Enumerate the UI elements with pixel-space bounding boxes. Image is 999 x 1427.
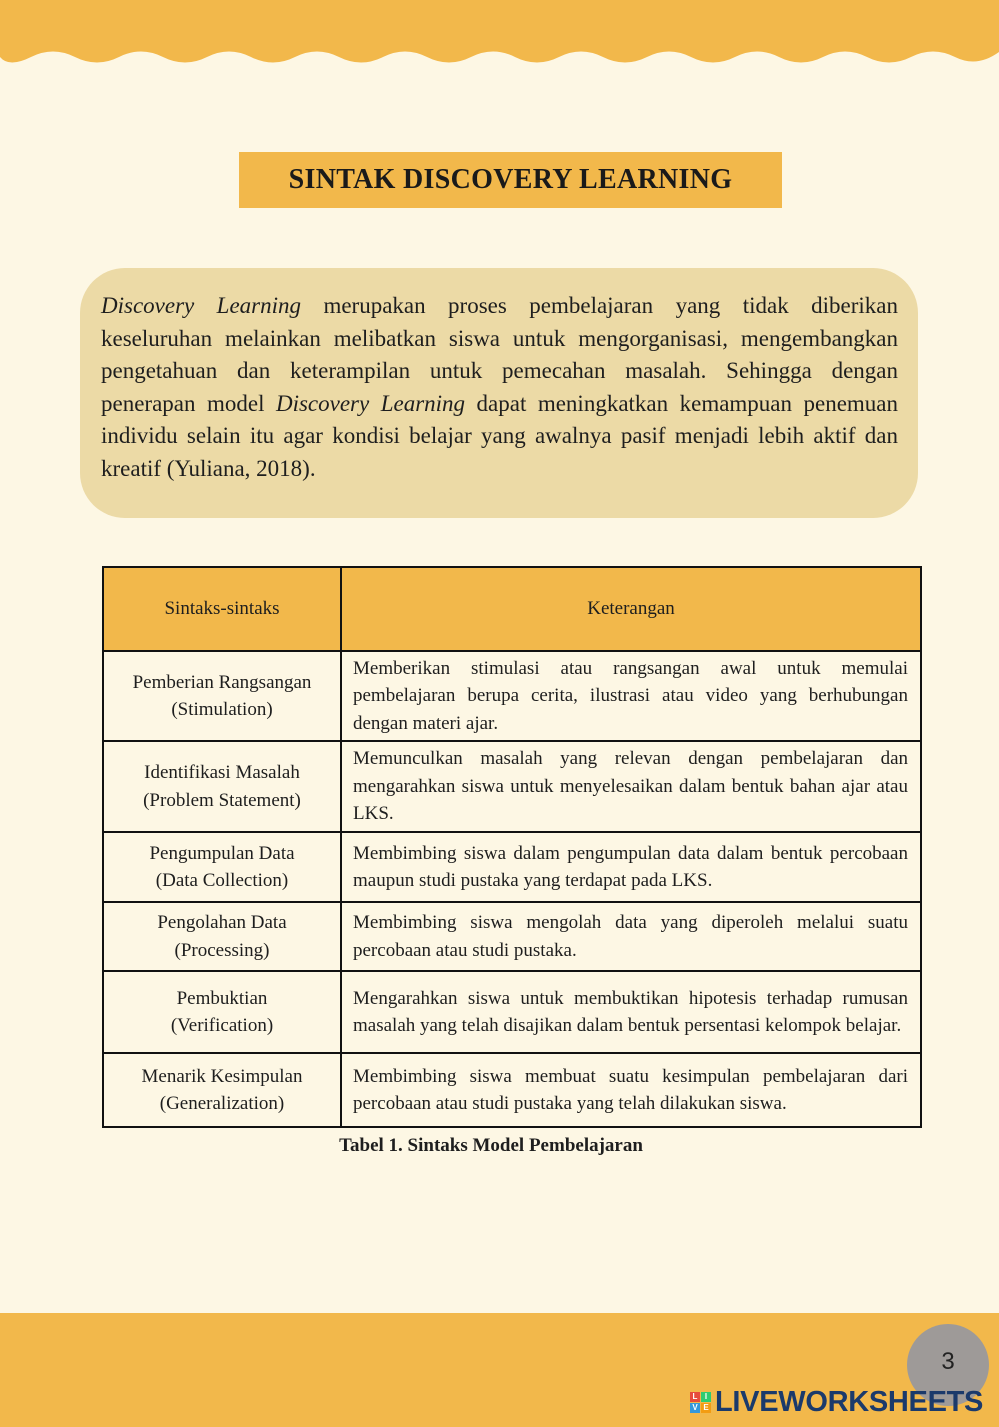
intro-term-1: Discovery Learning [101,293,302,318]
description-cell: Membimbing siswa mengolah data yang diperoleh melalui suatu percobaan atau studi pustaka. [341,902,921,971]
syntax-english: (Generalization) [159,1093,285,1114]
syntax-name: Pembuktian [176,987,268,1009]
table-row [103,1053,921,1127]
description-cell: Mengarahkan siswa untuk membuktikan hipotesis terhadap rumusan masalah yang telah disajikan dalam bentuk persentasi kelompok belajar. [341,971,921,1053]
table-header-row [103,567,921,651]
description-cell: Membimbing siswa dalam pengumpulan data dalam bentuk percobaan maupun studi pustaka yang terdapat pada LKS. [341,832,921,902]
syntax-cell [103,902,341,971]
table-row [103,971,921,1053]
syntax-english: (Data Collection) [155,870,289,891]
syntax-name: Pengolahan Data [157,912,287,933]
page-number: 3 [941,1348,955,1375]
page-title: SINTAK DISCOVERY LEARNING [288,164,733,195]
intro-paragraph [101,290,898,486]
intro-term-2: Discovery Learning [275,390,466,416]
top-wave-decoration [0,0,999,70]
header-description: Keterangan [341,567,921,651]
intro-box [80,268,918,518]
table-row [103,902,921,971]
liveworksheets-icon [690,1392,711,1413]
table-row [103,651,921,741]
header-syntax: Sintaks-sintaks [103,567,341,651]
brand-name: LIVEWORKSHEETS [715,1385,984,1418]
syntax-name: Pemberian Rangsangan [132,671,312,693]
table-caption: Tabel 1. Sintaks Model Pembelajaran [339,1135,643,1156]
syntax-name: Identifikasi Masalah [144,762,300,783]
syntax-name: Menarik Kesimpulan [141,1065,303,1087]
syntax-cell [103,651,341,741]
syntax-english: (Problem Statement) [143,789,301,811]
description-cell: Membimbing siswa membuat suatu kesimpulan pembelajaran dari percobaan atau studi pustaka yang telah dilakukan siswa. [341,1053,921,1127]
syntax-english: (Verification) [170,1015,274,1036]
logo-letter: V [690,1403,700,1413]
logo-letter: E [701,1403,711,1413]
logo-letter: L [690,1392,700,1402]
description-cell: Memberikan stimulasi atau rangsangan awal untuk memulai pembelajaran berupa cerita, ilustrasi atau video yang berhubungan dengan materi ajar. [341,651,921,741]
syntax-cell [103,1053,341,1127]
table-row [103,832,921,902]
table-row [103,741,921,832]
syntax-cell [103,741,341,832]
syntax-cell [103,971,341,1053]
intro-text-2: dapat meningkatkan kemampuan penemuan individu selain itu agar kondisi belajar yang awalnya pasif menjadi lebih aktif dan kreatif (Yuliana, 2018). [101,390,899,481]
logo-letter: I [701,1392,711,1402]
syntax-english: (Processing) [174,939,270,961]
syntax-english: (Stimulation) [171,699,273,720]
syntax-name: Pengumpulan Data [149,842,295,864]
title-banner [239,152,782,208]
description-cell: Memunculkan masalah yang relevan dengan pembelajaran dan mengarahkan siswa untuk menyelesaikan dalam bentuk bahan ajar atau LKS. [341,741,921,832]
intro-text-1: merupakan proses pembelajaran yang tidak diberikan keseluruhan melainkan melibatkan siswa untuk mengorganisasi, mengembangkan pengetahuan dan keterampilan untuk pemecahan masalah. Sehingga dengan penerapan model [101,293,898,416]
syntax-table [102,566,922,1128]
liveworksheets-logo[interactable] [690,1386,983,1418]
syntax-cell [103,832,341,902]
